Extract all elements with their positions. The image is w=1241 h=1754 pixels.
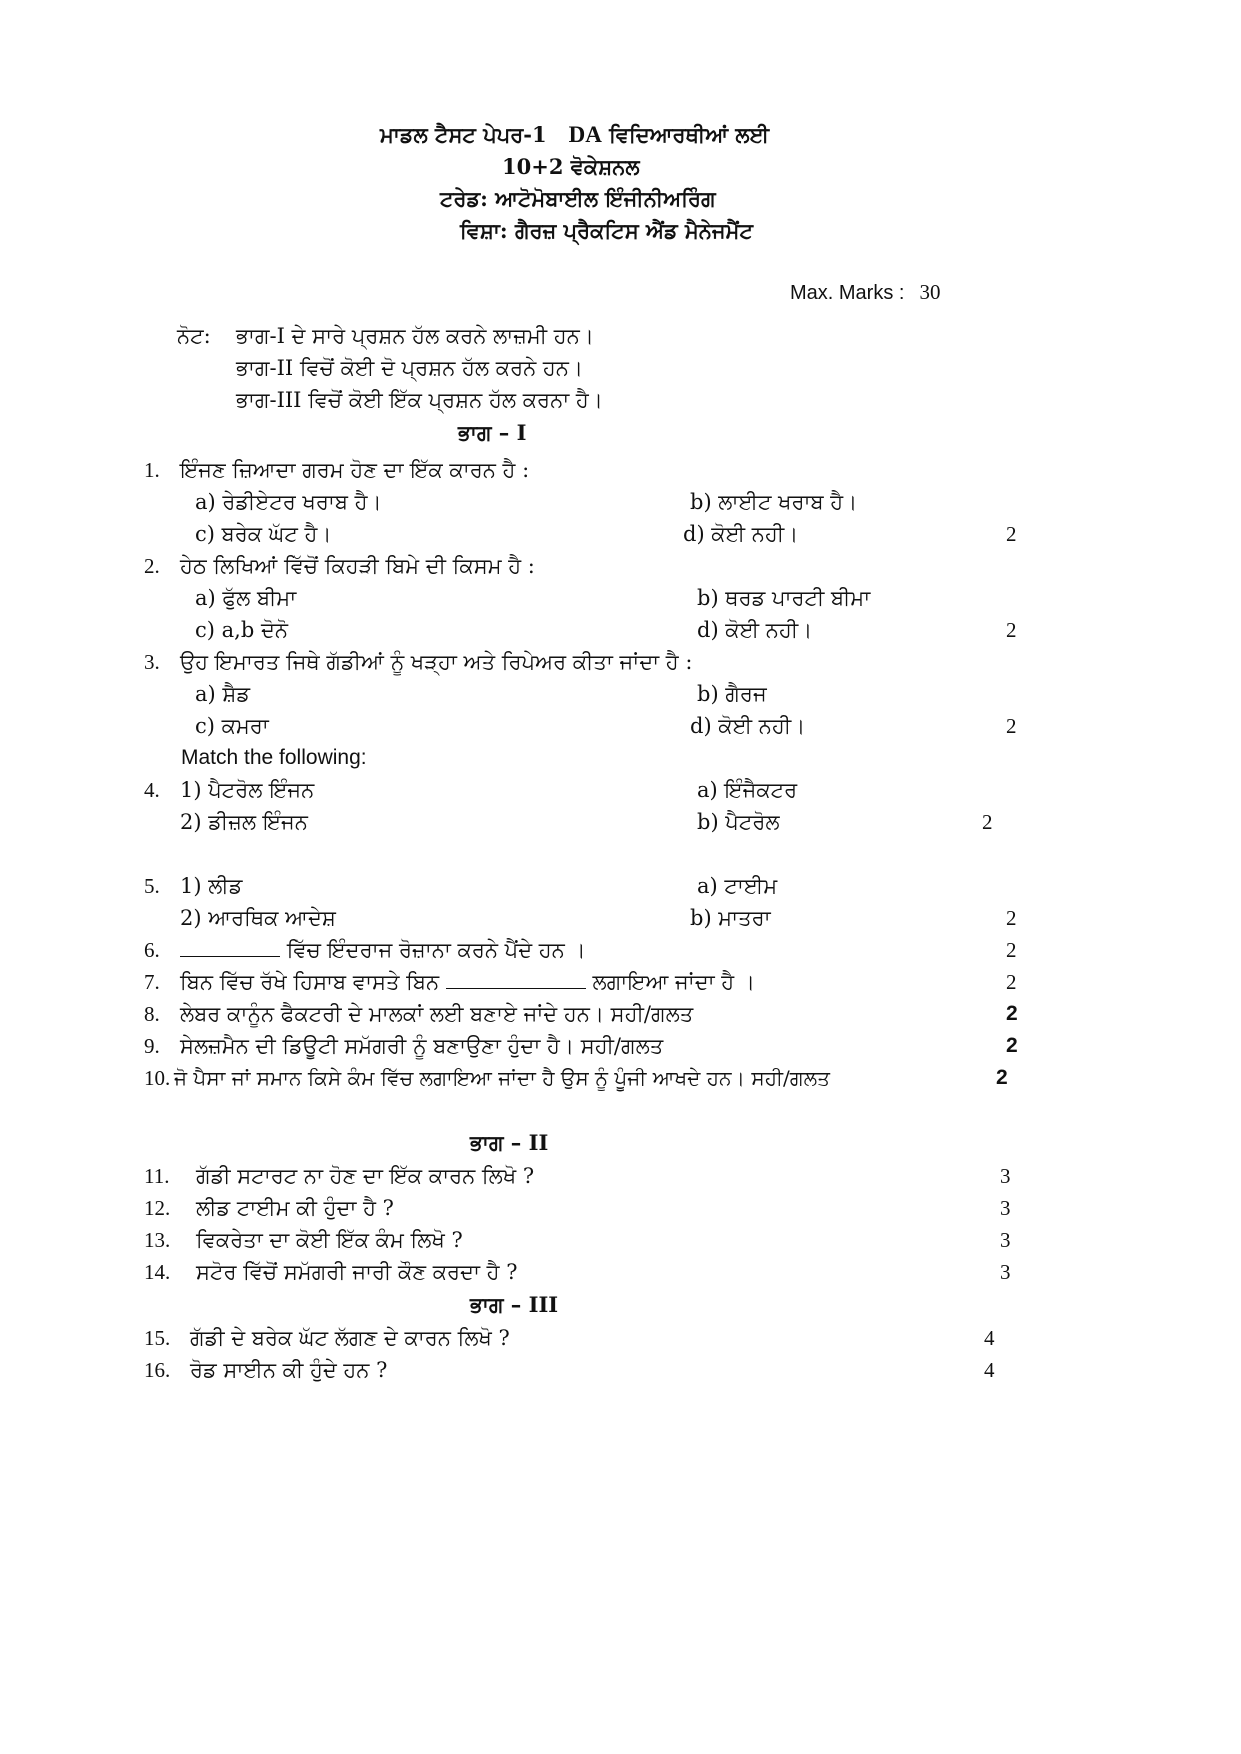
q5-left-2: 2) ਆਰਥਿਕ ਆਦੇਸ਼: [180, 906, 336, 930]
q13-text: ਵਿਕਰੇਤਾ ਦਾ ਕੋਈ ਇੱਕ ਕੰਮ ਲਿਖੋ ?: [196, 1228, 463, 1252]
q2-number: 2.: [144, 554, 160, 578]
q1-option-d: d) ਕੋਈ ਨਹੀ।: [683, 522, 799, 546]
q5-right-2: b) ਮਾਤਰਾ: [690, 906, 771, 930]
q2-option-a: a) ਫੁੱਲ ਬੀਮਾ: [195, 586, 297, 610]
q8-marks: 2: [1006, 1002, 1018, 1025]
q3-option-a: a) ਸ਼ੈਡ: [195, 682, 251, 706]
q4-left-2: 2) ਡੀਜ਼ਲ ਇੰਜਨ: [180, 810, 308, 834]
q3-option-d: d) ਕੋਈ ਨਹੀ।: [690, 714, 806, 738]
q6-number: 6.: [144, 938, 160, 962]
q3-number: 3.: [144, 650, 160, 674]
q4-number: 4.: [144, 778, 160, 802]
q1-option-c: c) ਬਰੇਕ ਘੱਟ ਹੈ।: [195, 522, 332, 546]
q11-text: ਗੱਡੀ ਸਟਾਰਟ ਨਾ ਹੋਣ ਦਾ ਇੱਕ ਕਾਰਨ ਲਿਖੋ ?: [196, 1164, 535, 1188]
q1-option-a: a) ਰੇਡੀਏਟਰ ਖਰਾਬ ਹੈ।: [195, 490, 382, 514]
q7-line: [180, 970, 755, 995]
q3-marks: 2: [1006, 714, 1017, 738]
q7-text-b: ਲਗਾਇਆ ਜਾਂਦਾ ਹੈ ।: [592, 970, 756, 994]
q12-marks: 3: [1000, 1196, 1011, 1220]
q16-marks: 4: [984, 1358, 995, 1382]
match-label: Match the following:: [181, 746, 367, 769]
q9-number: 9.: [144, 1034, 160, 1058]
q15-marks: 4: [984, 1326, 995, 1350]
q7-blank: [446, 970, 586, 989]
q9-text: ਸੇਲਜ਼ਮੈਨ ਦੀ ਡਿਊਟੀ ਸਮੱਗਰੀ ਨੂੰ ਬਣਾਉਣਾ ਹੁੰਦਾ ਹੈ। ਸਹੀ/ਗਲਤ: [180, 1034, 664, 1058]
q6-line: [180, 938, 586, 963]
q5-number: 5.: [144, 874, 160, 898]
q11-number: 11.: [144, 1164, 170, 1188]
q2-option-b: b) ਥਰਡ ਪਾਰਟੀ ਬੀਮਾ: [697, 586, 871, 610]
q15-number: 15.: [144, 1326, 171, 1350]
subject-line: ਵਿਸ਼ਾ: ਗੈਰਜ਼ ਪ੍ਰੈਕਟਿਸ ਐਂਡ ਮੈਨੇਜਮੈਂਟ: [460, 218, 753, 243]
max-marks-value: 30: [919, 280, 941, 304]
q2-text: ਹੇਠ ਲਿਖਿਆਂ ਵਿੱਚੋਂ ਕਿਹੜੀ ਬਿਮੇ ਦੀ ਕਿਸਮ ਹੈ :: [180, 554, 535, 578]
trade-line: ਟਰੇਡ: ਆਟੋਮੋਬਾਈਲ ਇੰਜੀਨੀਅਰਿੰਗ: [440, 186, 716, 211]
q3-option-c: c) ਕਮਰਾ: [195, 714, 269, 738]
q8-text: ਲੇਬਰ ਕਾਨੂੰਨ ਫੈਕਟਰੀ ਦੇ ਮਾਲਕਾਂ ਲਈ ਬਣਾਏ ਜਾਂਦੇ ਹਨ। ਸਹੀ/ਗਲਤ: [180, 1002, 694, 1026]
class-line: 10+2 ਵੋਕੇਸ਼ਨਲ: [502, 154, 640, 179]
part1-heading: ਭਾਗ – I: [458, 420, 527, 445]
q6-text: ਵਿੱਚ ਇੰਦਰਾਜ ਰੋਜ਼ਾਨਾ ਕਰਨੇ ਪੈਂਦੇ ਹਨ ।: [286, 938, 586, 962]
q13-marks: 3: [1000, 1228, 1011, 1252]
q10-text: ਜੋ ਪੈਸਾ ਜਾਂ ਸਮਾਨ ਕਿਸੇ ਕੰਮ ਵਿੱਚ ਲਗਾਇਆ ਜਾਂਦਾ ਹੈ ਉਸ ਨੂੰ ਪੂੰਜੀ ਆਖਦੇ ਹਨ। ਸਹੀ/ਗਲਤ: [174, 1066, 830, 1090]
q7-text-a: ਬਿਨ ਵਿੱਚ ਰੱਖੇ ਹਿਸਾਬ ਵਾਸਤੇ ਬਿਨ: [180, 970, 440, 994]
q2-option-c: c) a,b ਦੋਨੋ: [195, 618, 288, 642]
q9-marks: 2: [1006, 1034, 1018, 1057]
q6-blank: [180, 938, 280, 957]
q4-right-1: a) ਇੰਜੈਕਟਰ: [697, 778, 798, 802]
q4-left-1: 1) ਪੈਟਰੋਲ ਇੰਜਨ: [180, 778, 315, 802]
q15-text: ਗੱਡੀ ਦੇ ਬਰੇਕ ਘੱਟ ਲੱਗਣ ਦੇ ਕਾਰਨ ਲਿਖੋ ?: [190, 1326, 510, 1350]
note-line-2: ਭਾਗ-II ਵਿਚੋਂ ਕੋਈ ਦੋ ਪ੍ਰਸ਼ਨ ਹੱਲ ਕਰਨੇ ਹਨ।: [236, 356, 584, 380]
q16-text: ਰੋਡ ਸਾਈਨ ਕੀ ਹੁੰਦੇ ਹਨ ?: [190, 1358, 388, 1382]
q8-number: 8.: [144, 1002, 160, 1026]
q14-text: ਸਟੋਰ ਵਿੱਚੋਂ ਸਮੱਗਰੀ ਜਾਰੀ ਕੌਣ ਕਰਦਾ ਹੈ ?: [196, 1260, 518, 1284]
q5-marks: 2: [1006, 906, 1017, 930]
q14-marks: 3: [1000, 1260, 1011, 1284]
max-marks: [790, 280, 941, 305]
q11-marks: 3: [1000, 1164, 1011, 1188]
q5-left-1: 1) ਲੀਡ: [180, 874, 243, 898]
part3-heading: ਭਾਗ – III: [470, 1292, 559, 1317]
q10-number: 10.: [144, 1066, 171, 1090]
q13-number: 13.: [144, 1228, 171, 1252]
q1-text: ਇੰਜਣ ਜ਼ਿਆਦਾ ਗਰਮ ਹੋਣ ਦਾ ਇੱਕ ਕਾਰਨ ਹੈ :: [180, 458, 530, 482]
q3-text: ਉਹ ਇਮਾਰਤ ਜਿਥੇ ਗੱਡੀਆਂ ਨੂੰ ਖੜ੍ਹਾ ਅਤੇ ਰਿਪੇਅਰ ਕੀਤਾ ਜਾਂਦਾ ਹੈ :: [180, 650, 693, 674]
q1-marks: 2: [1006, 522, 1017, 546]
part2-heading: ਭਾਗ – II: [470, 1130, 549, 1155]
title-da: DA: [568, 122, 602, 147]
q12-text: ਲੀਡ ਟਾਈਮ ਕੀ ਹੁੰਦਾ ਹੈ ?: [196, 1196, 394, 1220]
note-label: ਨੋਟ:: [177, 324, 211, 348]
q16-number: 16.: [144, 1358, 171, 1382]
q7-number: 7.: [144, 970, 160, 994]
q10-marks: 2: [996, 1066, 1008, 1089]
q4-right-2: b) ਪੈਟਰੋਲ: [697, 810, 780, 834]
q1-number: 1.: [144, 458, 160, 482]
q6-marks: 2: [1006, 938, 1017, 962]
q4-marks: 2: [982, 810, 993, 834]
title-part2: ਵਿਦਿਆਰਥੀਆਂ ਲਈ: [609, 122, 770, 147]
q3-option-b: b) ਗੈਰਜ: [697, 682, 767, 706]
title-part1: ਮਾਡਲ ਟੈਸਟ ਪੇਪਰ-1: [380, 122, 547, 147]
q5-right-1: a) ਟਾਈਮ: [697, 874, 778, 898]
q2-marks: 2: [1006, 618, 1017, 642]
q14-number: 14.: [144, 1260, 171, 1284]
note-line-3: ਭਾਗ-III ਵਿਚੋਂ ਕੋਈ ਇੱਕ ਪ੍ਰਸ਼ਨ ਹੱਲ ਕਰਨਾ ਹੈ।: [236, 388, 603, 412]
q12-number: 12.: [144, 1196, 171, 1220]
q1-option-b: b) ਲਾਈਟ ਖਰਾਬ ਹੈ।: [690, 490, 858, 514]
q2-option-d: d) ਕੋਈ ਨਹੀ।: [697, 618, 813, 642]
max-marks-label: Max. Marks :: [790, 282, 905, 304]
q7-marks: 2: [1006, 970, 1017, 994]
title-line: [380, 122, 769, 148]
note-line-1: ਭਾਗ-I ਦੇ ਸਾਰੇ ਪ੍ਰਸ਼ਨ ਹੱਲ ਕਰਨੇ ਲਾਜ਼ਮੀ ਹਨ।: [236, 324, 594, 348]
